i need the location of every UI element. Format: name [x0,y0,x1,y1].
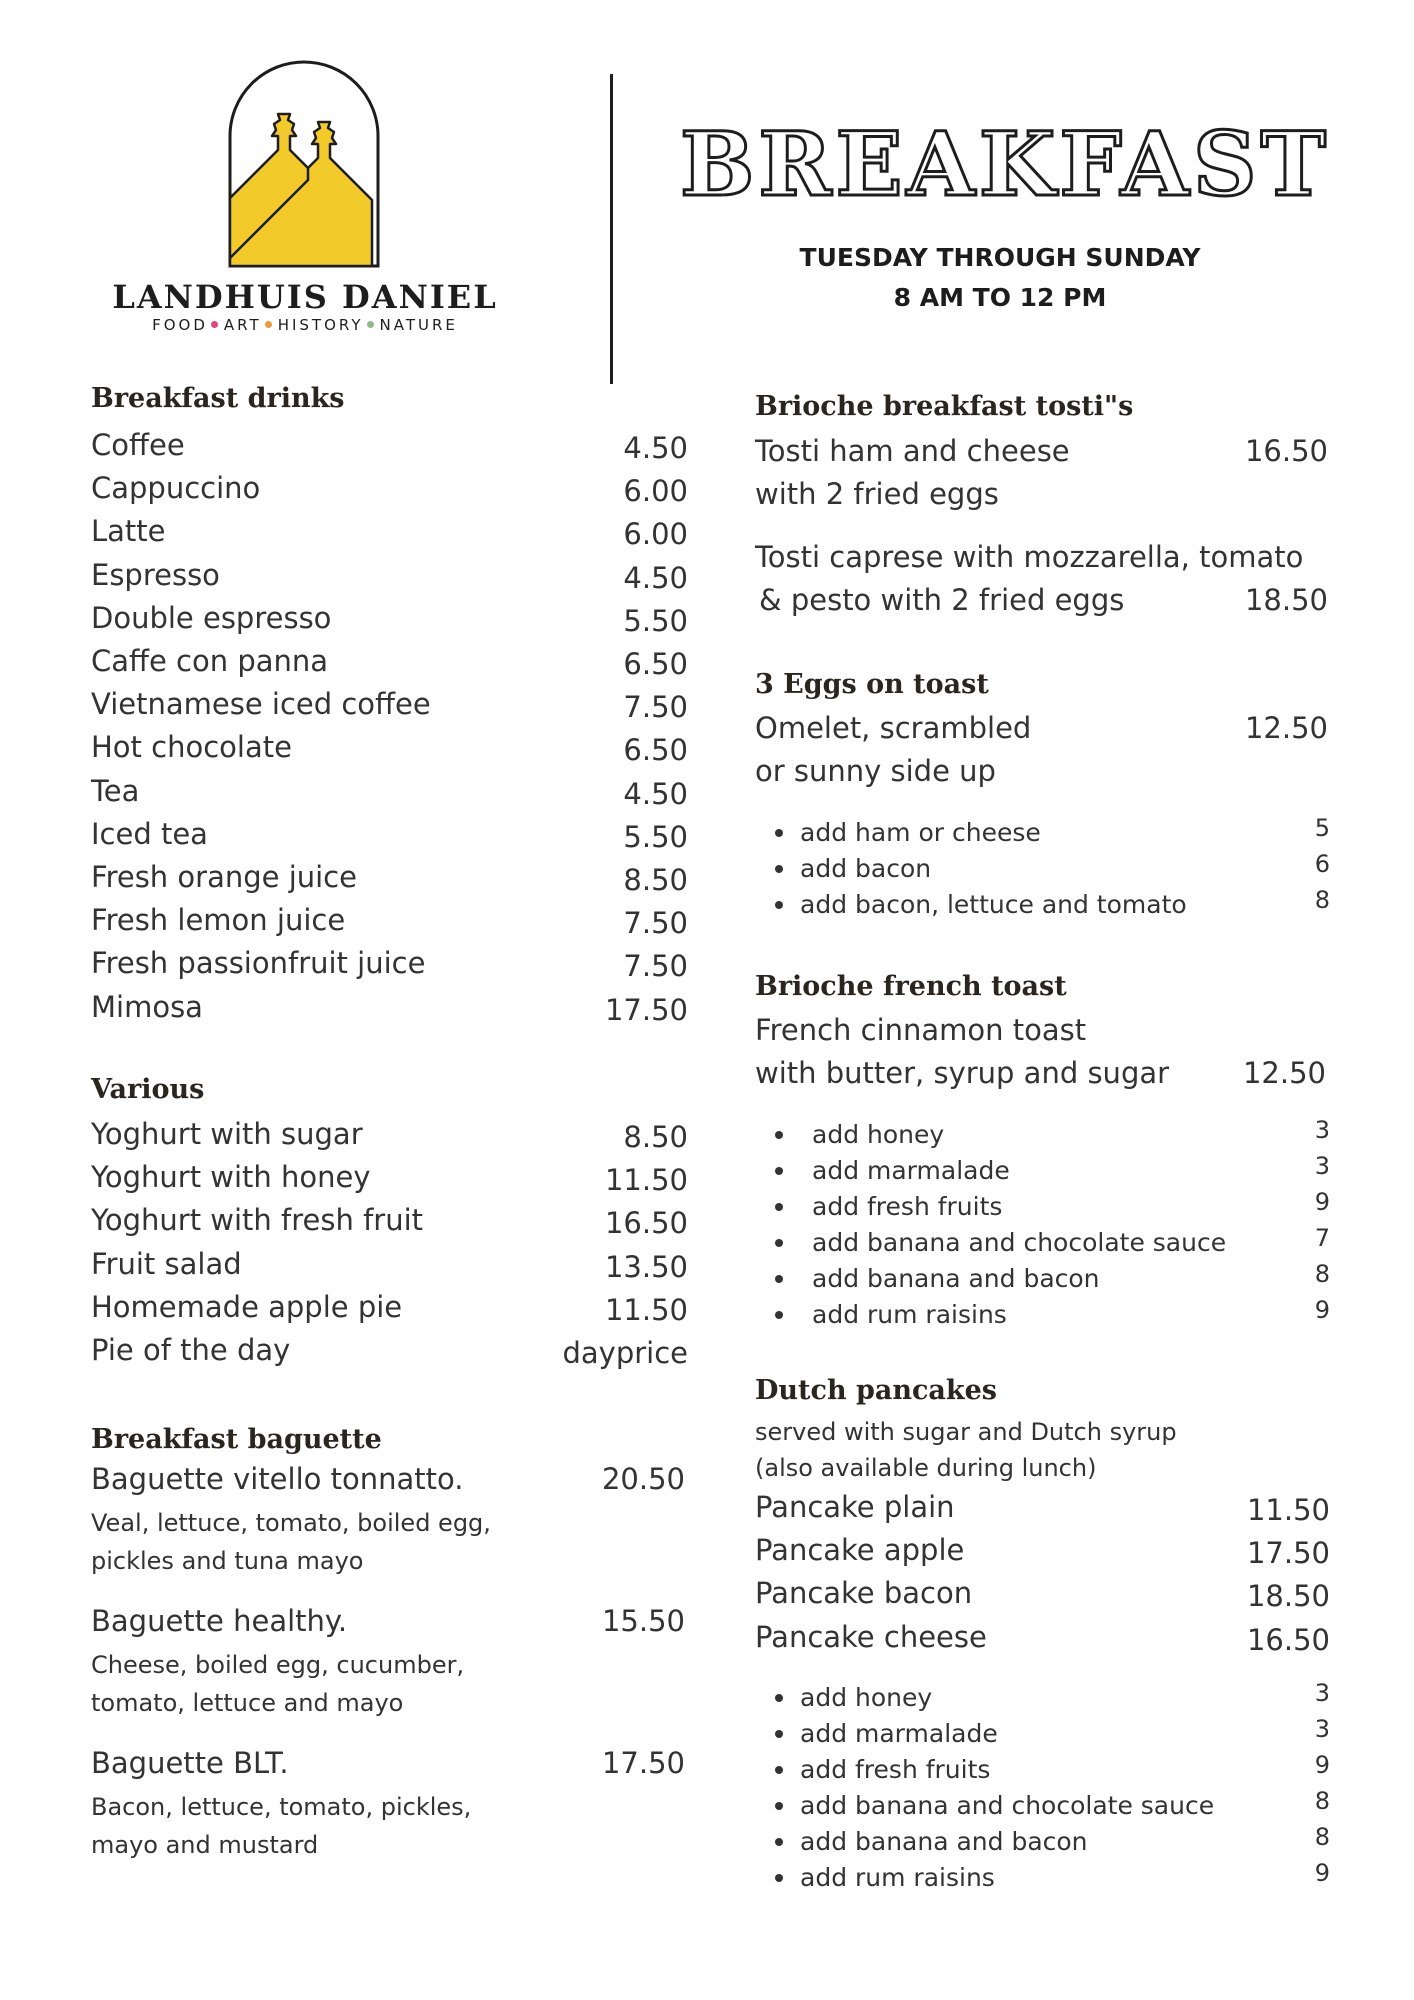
baguette-item-name: Baguette BLT. [91,1746,289,1780]
tagline-dot [211,321,218,328]
baguette-item-desc: tomato, lettuce and mayo [91,1689,404,1717]
bullet-icon [775,901,783,909]
eggs-item-desc: or sunny side up [755,754,996,788]
french-toast-addon-price: 9 [1314,1188,1330,1216]
eggs-addon-name: add bacon, lettuce and tomato [800,890,1187,919]
drink-item-price: 7.50 [623,906,688,941]
drink-item-name: Fresh passionfruit juice [91,946,426,981]
pancake-addon-name: add fresh fruits [800,1755,991,1784]
header-divider [610,74,613,384]
pancake-addon-price: 9 [1314,1751,1330,1779]
pancake-item-name: Pancake cheese [755,1619,987,1654]
drink-item-price: 17.50 [604,992,688,1027]
pancake-addon-name: add banana and chocolate sauce [800,1791,1215,1820]
various-item-price: 8.50 [623,1120,688,1154]
drink-item-name: Cappuccino [91,471,261,506]
drink-item-name: Coffee [91,428,185,462]
baguette-item-desc: Veal, lettuce, tomato, boiled egg, [91,1509,491,1537]
page-title: BREAKFAST [680,112,1330,216]
section-heading-drinks: Breakfast drinks [91,383,345,414]
drink-item-price: 6.00 [623,517,688,552]
pancake-addon-name: add honey [800,1683,933,1712]
tagline-nature: NATURE [379,316,458,334]
drink-item-name: Fresh lemon juice [91,903,346,938]
baguette-item-name: Baguette healthy. [91,1604,348,1638]
drink-item-price: 7.50 [623,690,688,725]
bullet-icon [775,1203,783,1211]
drink-item-name: Caffe con panna [91,644,329,678]
eggs-addon-price: 5 [1314,814,1330,842]
drink-item-price: 4.50 [623,431,688,465]
drink-item-name: Double espresso [91,600,332,635]
french-toast-addon-price: 3 [1314,1152,1330,1180]
eggs-addon-name: add bacon [800,854,932,883]
brand-tagline [110,316,500,334]
tosti-item-desc: & pesto with 2 fried eggs [759,583,1125,617]
pancakes-note: served with sugar and Dutch syrup [755,1418,1177,1446]
eggs-item-name: Omelet, scrambled [755,711,1032,745]
pancake-addon-price: 9 [1314,1859,1330,1887]
french-toast-addon-name: add banana and chocolate sauce [812,1228,1227,1257]
baguette-item-price: 20.50 [601,1462,685,1496]
french-toast-addon-name: add banana and bacon [812,1264,1100,1293]
tosti-item-name: Tosti ham and cheese [755,434,1070,468]
pancake-item-name: Pancake apple [755,1533,965,1568]
bullet-icon [775,1802,783,1810]
opening-days: TUESDAY THROUGH SUNDAY [799,243,1201,272]
bullet-icon [775,1167,783,1175]
french-toast-item-name: French cinnamon toast [755,1013,1087,1047]
baguette-item-price: 15.50 [601,1604,685,1638]
french-toast-addon-name: add fresh fruits [812,1192,1003,1221]
baguette-item-desc: Bacon, lettuce, tomato, pickles, [91,1793,472,1821]
drink-item-name: Espresso [91,557,220,592]
landhuis-building-icon [224,58,384,268]
french-toast-addon-name: add honey [812,1120,945,1149]
bullet-icon [775,1311,783,1319]
french-toast-addon-name: add marmalade [812,1156,1010,1185]
french-toast-addon-price: 9 [1314,1296,1330,1324]
various-item-price: 13.50 [604,1249,688,1284]
french-toast-addon-price: 3 [1314,1116,1330,1144]
various-item-name: Yoghurt with sugar [91,1117,363,1151]
section-heading-various: Various [91,1074,205,1105]
pancake-item-price: 16.50 [1246,1622,1330,1657]
drink-item-price: 4.50 [623,776,688,811]
drink-item-price: 7.50 [623,949,688,984]
drink-item-name: Hot chocolate [91,730,292,765]
pancake-addon-name: add rum raisins [800,1863,995,1892]
tosti-item-price: 16.50 [1244,434,1328,468]
tosti-item-desc: with 2 fried eggs [755,477,999,511]
drink-item-price: 8.50 [623,863,688,897]
drink-item-price: 5.50 [623,819,688,854]
tagline-history: HISTORY [277,316,364,334]
baguette-item-price: 17.50 [601,1746,685,1780]
various-item-name: Homemade apple pie [91,1289,403,1324]
drink-item-price: 5.50 [623,603,688,638]
bullet-icon [775,1694,783,1702]
pancakes-note: (also available during lunch) [755,1454,1097,1482]
pancake-item-name: Pancake plain [755,1490,955,1524]
bullet-icon [775,865,783,873]
various-item-price: 11.50 [604,1163,688,1198]
eggs-item-price: 12.50 [1244,711,1328,745]
section-heading-french-toast: Brioche french toast [755,971,1067,1002]
tagline-art: ART [223,316,262,334]
baguette-item-name: Baguette vitello tonnatto. [91,1462,464,1496]
bullet-icon [775,1838,783,1846]
tosti-item-name: Tosti caprese with mozzarella, tomato [755,540,1304,574]
section-heading-baguette: Breakfast baguette [91,1424,382,1455]
pancake-addon-name: add banana and bacon [800,1827,1088,1856]
section-heading-tosti: Brioche breakfast tosti"s [755,391,1134,422]
french-toast-addon-price: 7 [1314,1224,1330,1252]
opening-hours [700,238,1300,318]
bullet-icon [775,829,783,837]
bullet-icon [775,1275,783,1283]
tagline-dot [265,321,272,328]
various-item-price: dayprice [562,1336,688,1370]
drink-item-price: 4.50 [623,560,688,595]
section-heading-eggs: 3 Eggs on toast [755,669,989,700]
pancake-addon-price: 8 [1314,1787,1330,1815]
opening-time: 8 AM TO 12 PM [893,283,1107,312]
pancake-item-name: Pancake bacon [755,1576,973,1611]
bullet-icon [775,1131,783,1139]
drink-item-name: Tea [91,773,140,808]
drink-item-price: 6.50 [623,733,688,768]
various-item-name: Yoghurt with honey [91,1160,371,1195]
various-item-price: 11.50 [604,1292,688,1327]
pancake-item-price: 17.50 [1246,1536,1330,1571]
eggs-addon-price: 8 [1314,886,1330,914]
french-toast-addon-price: 8 [1314,1260,1330,1288]
drink-item-price: 6.50 [623,647,688,681]
various-item-name: Pie of the day [91,1333,291,1367]
bullet-icon [775,1766,783,1774]
drink-item-name: Mimosa [91,989,203,1024]
pancake-addon-price: 8 [1314,1823,1330,1851]
baguette-item-desc: pickles and tuna mayo [91,1547,364,1575]
pancake-item-price: 11.50 [1246,1493,1330,1527]
tagline-dot [367,321,374,328]
section-heading-pancakes: Dutch pancakes [755,1375,998,1406]
drink-item-name: Iced tea [91,816,208,851]
various-item-price: 16.50 [604,1206,688,1241]
pancake-addon-price: 3 [1314,1715,1330,1743]
various-item-name: Yoghurt with fresh fruit [91,1203,424,1238]
drink-item-price: 6.00 [623,474,688,509]
bullet-icon [775,1239,783,1247]
drink-item-name: Fresh orange juice [91,860,357,894]
drink-item-name: Vietnamese iced coffee [91,687,431,722]
tagline-food: FOOD [152,316,208,334]
french-toast-addon-name: add rum raisins [812,1300,1007,1329]
tosti-item-price: 18.50 [1244,583,1328,617]
pancake-addon-name: add marmalade [800,1719,998,1748]
pancake-addon-price: 3 [1314,1679,1330,1707]
brand-name: LANDHUIS DANIEL [112,278,498,316]
drink-item-name: Latte [91,514,166,549]
french-toast-item-price: 12.50 [1242,1056,1326,1090]
pancake-item-price: 18.50 [1246,1579,1330,1614]
bullet-icon [775,1730,783,1738]
brand-logo [110,58,500,348]
baguette-item-desc: Cheese, boiled egg, cucumber, [91,1651,465,1679]
eggs-addon-name: add ham or cheese [800,818,1041,847]
various-item-name: Fruit salad [91,1246,242,1281]
bullet-icon [775,1874,783,1882]
eggs-addon-price: 6 [1314,850,1330,878]
french-toast-item-desc: with butter, syrup and sugar [755,1056,1170,1090]
baguette-item-desc: mayo and mustard [91,1831,319,1859]
